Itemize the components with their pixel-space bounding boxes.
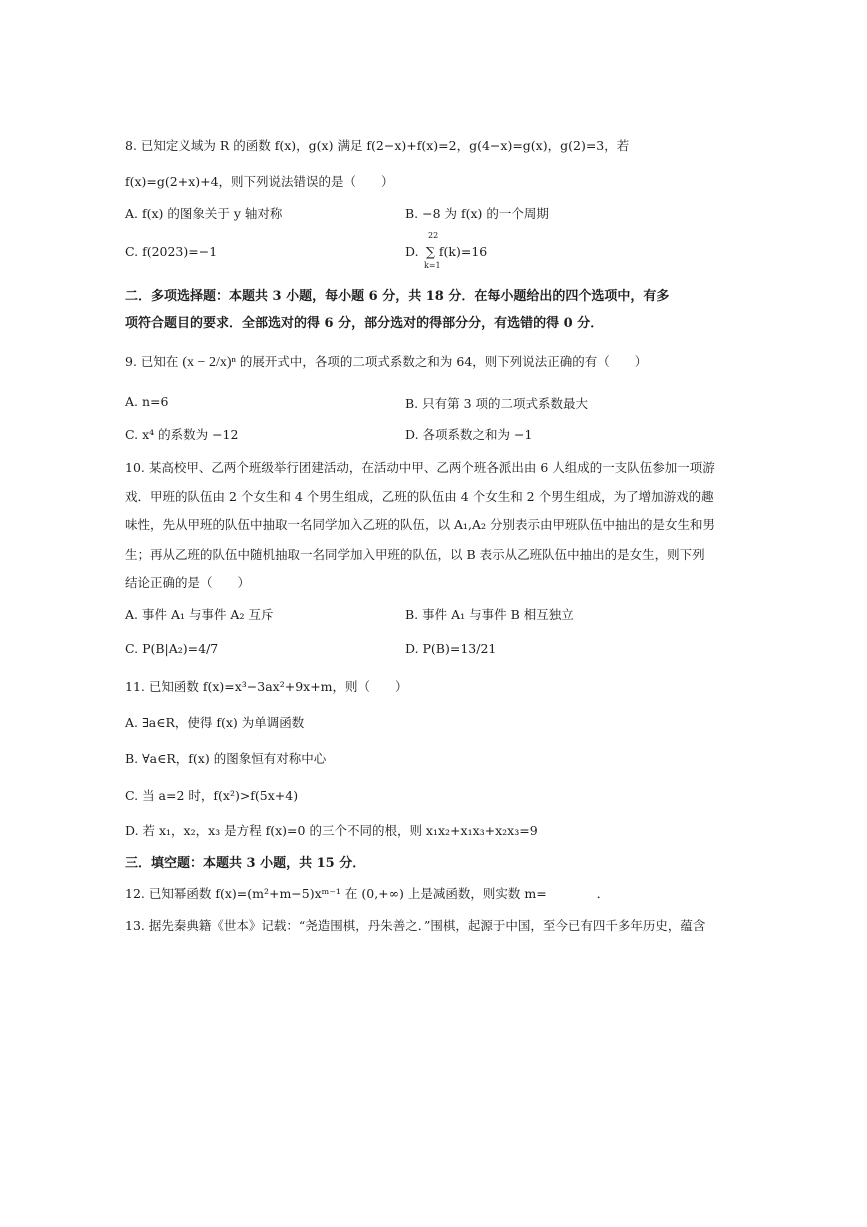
- q9-option-b: B. 只有第 3 项的二项式系数最大: [405, 396, 589, 411]
- q8-option-d: D.: [405, 244, 419, 259]
- q12-stem: 12. 已知幂函数 f(x)=(m²+m−5)xᵐ⁻¹ 在 (0,+∞) 上是减函数，则实数 m= ．: [125, 886, 610, 901]
- q8-option-d-formula: ∑ f(k)=16: [426, 244, 488, 259]
- q8-option-b: B. −8 为 f(x) 的一个周期: [405, 206, 549, 221]
- q10-option-a: A. 事件 A₁ 与事件 A₂ 互斥: [125, 607, 274, 622]
- q10-option-d: D. P(B)=13/21: [405, 641, 497, 656]
- q11-stem: 11. 已知函数 f(x)=x³−3ax²+9x+m，则（ ）: [125, 679, 408, 694]
- q13-stem: 13. 据先秦典籍《世本》记载：“尧造围棋，丹朱善之．”围棋，起源于中国，至今已有四千多年历史，蕴含: [125, 918, 706, 933]
- q10-stem-line2: 戏．甲班的队伍由 2 个女生和 4 个男生组成，乙班的队伍由 4 个女生和 2 个男生组成，为了增加游戏的趣: [125, 489, 714, 504]
- q9-suffix: 的展开式中，各项的二项式系数之和为 64，则下列说法正确的有（ ）: [239, 354, 648, 369]
- q11-option-b: B. ∀a∈R，f(x) 的图象恒有对称中心: [125, 751, 327, 766]
- q8-stem-line2: f(x)=g(2+x)+4，则下列说法错误的是（ ）: [125, 174, 394, 189]
- q8-option-c: C. f(2023)=−1: [125, 244, 218, 259]
- q10-stem-line4: 生；再从乙班的队伍中随机抽取一名同学加入甲班的队伍，以 B 表示从乙班队伍中抽出的是女生，则下列: [125, 547, 705, 562]
- q9-option-a: A. n=6: [125, 394, 169, 409]
- q11-option-c: C. 当 a=2 时，f(x²)>f(5x+4): [125, 788, 299, 803]
- q11-option-a: A. ∃a∈R，使得 f(x) 为单调函数: [125, 715, 305, 730]
- q10-option-b: B. 事件 A₁ 与事件 B 相互独立: [405, 607, 574, 622]
- q8-option-a: A. f(x) 的图象关于 y 轴对称: [125, 206, 283, 221]
- q9-prefix: 9. 已知在: [125, 354, 179, 369]
- q9-expression: (x − 2/x)ⁿ: [182, 355, 236, 370]
- section-2-heading-line2: 项符合题目的要求．全部选对的得 6 分，部分选对的得部分分，有选错的得 0 分．: [125, 316, 604, 331]
- q10-stem-line1: 10. 某高校甲、乙两个班级举行团建活动，在活动中甲、乙两个班各派出由 6 人组成的一支队伍参加一项游: [125, 460, 715, 475]
- section-2-heading-line1: 二．多项选择题：本题共 3 小题，每小题 6 分，共 18 分．在每小题给出的四个选项中，有多: [125, 289, 670, 304]
- q8-stem-line1: 8. 已知定义域为 R 的函数 f(x)，g(x) 满足 f(2−x)+f(x)=2，g(4−x)=g(x)，g(2)=3，若: [125, 138, 630, 153]
- q9-stem: [125, 352, 647, 371]
- q9-option-d: D. 各项系数之和为 −1: [405, 427, 533, 442]
- q10-stem-line3: 味性，先从甲班的队伍中抽取一名同学加入乙班的队伍，以 A₁,A₂ 分别表示由甲班队伍中抽出的是女生和男: [125, 517, 715, 532]
- q11-option-d: D. 若 x₁，x₂，x₃ 是方程 f(x)=0 的三个不同的根，则 x₁x₂+x₁x₃+x₂x₃=9: [125, 823, 538, 838]
- section-3-heading: 三．填空题：本题共 3 小题，共 15 分．: [125, 856, 366, 871]
- q10-option-c: C. P(B|A₂)=4/7: [125, 641, 219, 656]
- q8-option-d-upper-limit: 22: [428, 231, 439, 240]
- q9-option-c: C. x⁴ 的系数为 −12: [125, 427, 239, 442]
- q10-stem-line5: 结论正确的是（ ）: [125, 575, 251, 590]
- q8-option-d-lower-limit: k=1: [424, 261, 441, 270]
